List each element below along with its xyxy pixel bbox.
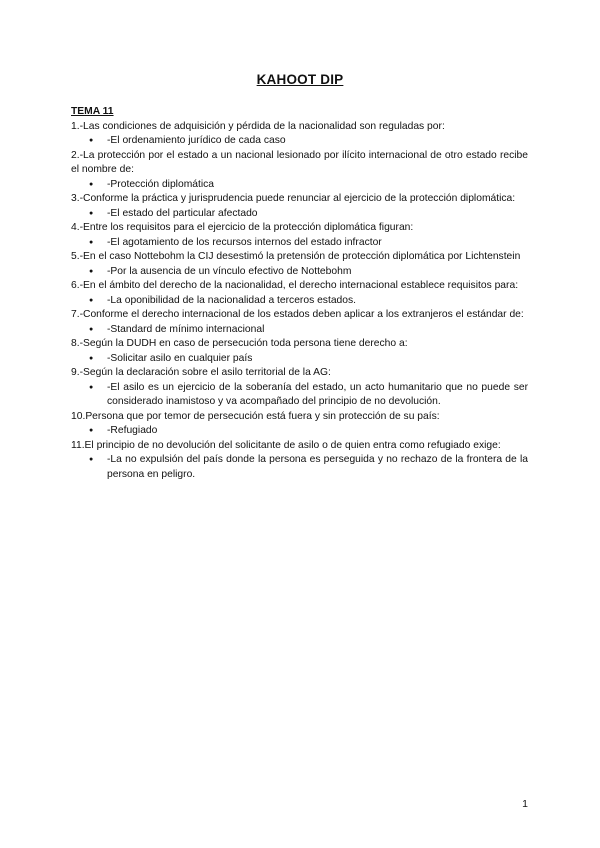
document-title: KAHOOT DIP [256, 72, 344, 87]
answer-bullet: ● -La oponibilidad de la nacionalidad a terceros estados. [71, 294, 528, 309]
qa-item [71, 250, 528, 279]
question-text: 8.-Según la DUDH en caso de persecución toda persona tiene derecho a: [71, 338, 408, 349]
answer-bullet: ● -El asilo es un ejercicio de la soberanía del estado, un acto humanitario que no puede ser considerado inamistoso y va acompañado del principio de no devolución. [71, 381, 528, 410]
qa-item [71, 439, 528, 483]
qa-item [71, 149, 528, 193]
question-text: 9.-Según la declaración sobre el asilo territorial de la AG: [71, 367, 331, 378]
qa-item [71, 410, 528, 439]
answer-bullet: ● -Refugiado [71, 424, 528, 439]
question-text: 2.-La protección por el estado a un nacional lesionado por ilícito internacional de otro estado recibe el nombre de: [71, 149, 528, 175]
section-heading: TEMA 11 [71, 106, 114, 117]
answer-bullet: ● -La no expulsión del país donde la persona es perseguida y no rechazo de la frontera de la persona en peligro. [71, 453, 528, 482]
question-text: 10.Persona que por temor de persecución está fuera y sin protección de su país: [71, 410, 440, 422]
qa-item [71, 337, 528, 366]
answer-bullet: ● -El ordenamiento jurídico de cada caso [71, 134, 528, 149]
question-text: 6.-En el ámbito del derecho de la nacionalidad, el derecho internacional establece requisitos para: [71, 280, 519, 291]
qa-item [71, 279, 528, 308]
qa-item [71, 120, 528, 149]
question-text: 5.-En el caso Nottebohm la CIJ desestimó la pretensión de protección diplomática por Lichtenstein [71, 251, 521, 262]
question-text: 4.-Entre los requisitos para el ejercicio de la protección diplomática figuran: [71, 222, 414, 233]
answer-bullet: ● -El agotamiento de los recursos internos del estado infractor [71, 236, 528, 251]
question-text: 7.-Conforme el derecho internacional de los estados deben aplicar a los extranjeros el estándar de: [71, 309, 524, 320]
answer-bullet: ● -Solicitar asilo en cualquier país [71, 352, 528, 367]
answer-bullet: ● -Standard de mínimo internacional [71, 323, 528, 338]
qa-item [71, 192, 528, 221]
document-body [71, 105, 528, 482]
answer-bullet: ● -Protección diplomática [71, 178, 528, 193]
question-text: 1.-Las condiciones de adquisición y pérdida de la nacionalidad son reguladas por: [71, 120, 445, 132]
question-text: 3.-Conforme la práctica y jurisprudencia puede renunciar al ejercicio de la protección diplomática: [71, 193, 516, 204]
qa-item [71, 366, 528, 410]
page-number: 1 [522, 798, 528, 810]
qa-item [71, 308, 528, 337]
answer-bullet: ● -Por la ausencia de un vínculo efectivo de Nottebohm [71, 265, 528, 280]
question-text: 11.El principio de no devolución del solicitante de asilo o de quien entra como refugiado exige: [71, 439, 501, 451]
qa-item [71, 221, 528, 250]
answer-bullet: ● -El estado del particular afectado [71, 207, 528, 222]
